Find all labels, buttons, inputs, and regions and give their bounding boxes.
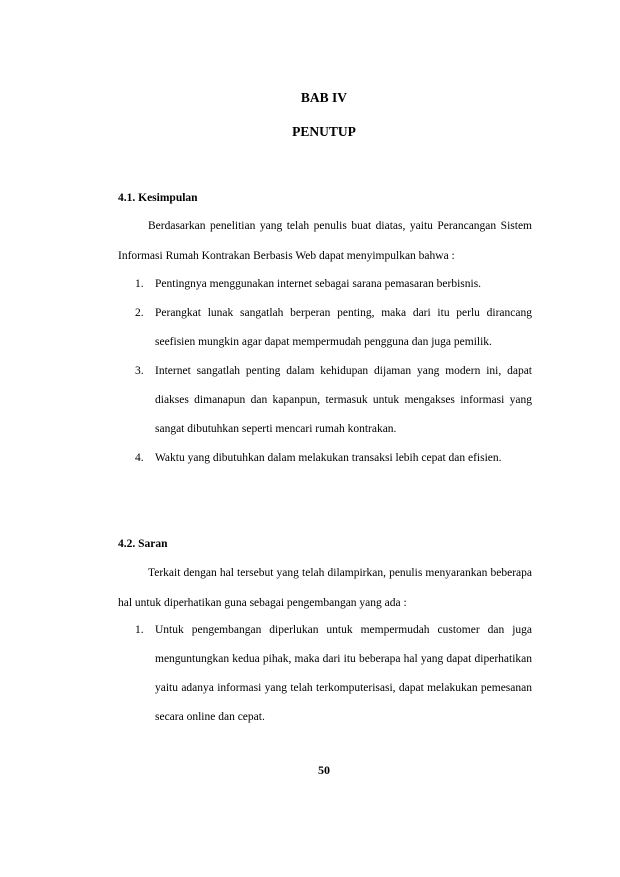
saran-list [118, 616, 532, 732]
page-number: 50 [318, 763, 330, 777]
list-item-text: Waktu yang dibutuhkan dalam melakukan transaksi lebih cepat dan efisien. [155, 452, 502, 464]
list-item-text: Internet sangatlah penting dalam kehidupan dijaman yang modern ini, dapat diakses dimanapun dan kapanpun, termasuk untuk mengakses informasi yang sangat dibutuhkan seperti mencari rumah kontrakan. [155, 365, 532, 435]
list-item-number: 2. [135, 307, 144, 319]
chapter-number: BAB IV [300, 90, 348, 105]
kesimpulan-intro-text: Berdasarkan penelitian yang telah penulis buat diatas, yaitu Perancangan Sistem Informasi Rumah Kontrakan Berbasis Web dapat menyimpulkan bahwa : [118, 220, 532, 262]
list-item [118, 270, 532, 299]
section-heading-saran: 4.2. Saran [118, 538, 168, 550]
list-item [118, 444, 532, 473]
list-item-text: Perangkat lunak sangatlah berperan penting, maka dari itu perlu dirancang seefisien mungkin agar dapat mempermudah pengguna dan juga pemilik. [155, 307, 532, 348]
list-item-text: Pentingnya menggunakan internet sebagai sarana pemasaran berbisnis. [155, 278, 482, 290]
list-item [118, 357, 532, 444]
kesimpulan-list [118, 270, 532, 473]
section-heading-kesimpulan: 4.1. Kesimpulan [118, 192, 198, 204]
chapter-title: PENUTUP [292, 124, 356, 139]
list-item-number: 1. [135, 278, 144, 290]
list-item-text: Untuk pengembangan diperlukan untuk mempermudah customer dan juga menguntungkan kedua pihak, maka dari itu beberapa hal yang dapat diperhatikan yaitu adanya informasi yang telah terkomputerisasi, dapat melakukan pemesanan secara online dan cepat. [155, 624, 532, 723]
list-item-number: 4. [135, 452, 144, 464]
saran-intro [118, 558, 532, 618]
list-item-number: 1. [135, 624, 144, 636]
saran-intro-text: Terkait dengan hal tersebut yang telah dilampirkan, penulis menyarankan beberapa hal untuk diperhatikan guna sebagai pengembangan yang ada : [118, 567, 532, 609]
kesimpulan-intro [118, 211, 532, 271]
list-item-number: 3. [135, 365, 144, 377]
list-item [118, 616, 532, 732]
list-item [118, 299, 532, 357]
